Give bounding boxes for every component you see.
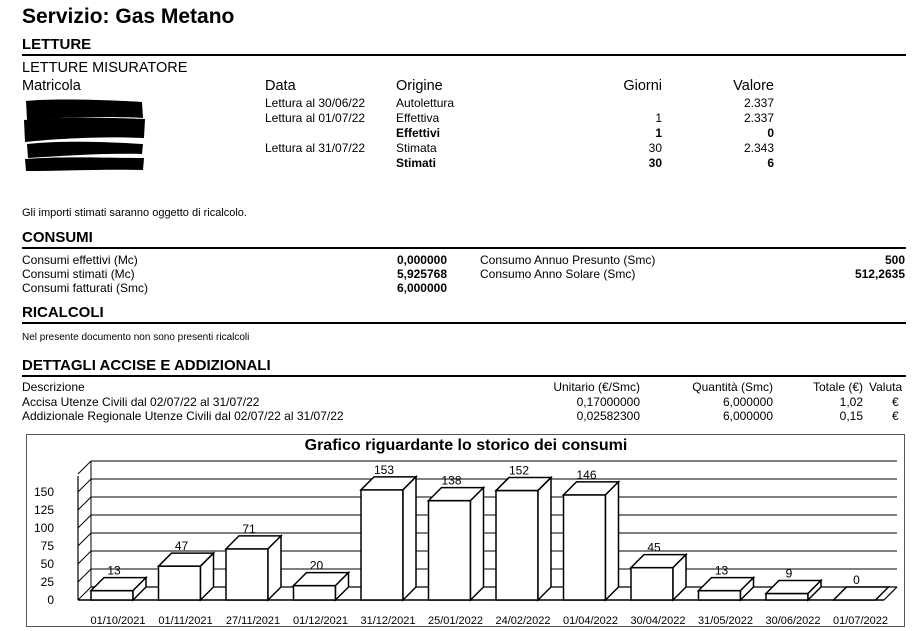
section-divider <box>22 247 906 249</box>
bar-value-label: 71 <box>242 521 256 536</box>
bar-value-label: 13 <box>107 563 121 578</box>
col-header-data: Data <box>265 78 296 94</box>
y-tick-label: 0 <box>47 593 54 607</box>
ricalcoli-text: Nel presente documento non sono presenti ricalcoli <box>22 332 250 343</box>
bar <box>226 549 268 600</box>
section-heading-ricalcoli: RICALCOLI <box>22 304 104 321</box>
x-tick-label: 01/04/2022 <box>562 615 619 627</box>
x-tick-label: 27/11/2021 <box>225 615 281 627</box>
bar <box>159 566 201 600</box>
gridline-wall <box>78 569 91 582</box>
tax-currency: € <box>892 409 899 423</box>
consumption-label: Consumi fatturati (Smc) <box>22 281 149 295</box>
section-divider <box>22 375 906 377</box>
reading-value: 0 <box>767 126 774 140</box>
page-title: Servizio: Gas Metano <box>22 5 235 28</box>
section-heading-consumi: CONSUMI <box>22 229 93 246</box>
x-tick-label: 25/01/2022 <box>427 615 484 627</box>
gridline-wall <box>78 533 91 546</box>
reading-origin: Effettiva <box>396 111 440 125</box>
tax-description: Accisa Utenze Civili dal 02/07/22 al 31/07/22 <box>22 395 260 409</box>
reading-origin: Stimati <box>396 156 437 170</box>
x-tick-label: 01/11/2021 <box>158 615 213 627</box>
x-tick-label: 24/02/2022 <box>495 615 551 627</box>
x-tick-label: 01/12/2021 <box>292 615 349 627</box>
annual-consumption-label: Consumo Annuo Presunto (Smc) <box>480 253 656 267</box>
reading-date: Lettura al 31/07/22 <box>265 141 366 155</box>
col-header-unitario: Unitario (€/Smc) <box>553 380 640 394</box>
tax-quantity: 6,000000 <box>722 409 773 423</box>
bar-value-label: 47 <box>174 539 189 554</box>
bar <box>361 490 403 600</box>
reading-value: 2.337 <box>743 111 774 125</box>
bar <box>631 568 673 600</box>
bar <box>564 495 606 600</box>
col-header-totale: Totale (€) <box>812 380 863 394</box>
consumption-history-chart <box>26 434 905 627</box>
annual-consumption-value: 500 <box>884 253 905 267</box>
bar-side <box>606 482 619 600</box>
bar-side <box>403 477 416 600</box>
bar-top <box>834 587 889 600</box>
reading-value: 6 <box>767 156 774 170</box>
tax-total: 1,02 <box>839 395 863 409</box>
x-tick-label: 30/06/2022 <box>765 615 821 627</box>
consumption-label: Consumi stimati (Mc) <box>22 267 135 281</box>
bar <box>294 586 336 600</box>
reading-days: 30 <box>648 156 662 170</box>
bar <box>429 501 471 600</box>
gridline-wall <box>78 497 91 510</box>
reading-days: 1 <box>655 111 662 125</box>
consumption-value: 6,000000 <box>396 281 447 295</box>
section-heading-letture: LETTURE <box>22 36 92 53</box>
bar-value-label: 45 <box>647 540 661 555</box>
bar-value-label: 20 <box>309 558 324 573</box>
section-divider <box>22 54 906 56</box>
bar-value-label: 9 <box>785 566 793 581</box>
consumption-value: 5,925768 <box>396 267 447 281</box>
x-tick-label: 30/04/2022 <box>630 615 686 627</box>
y-tick-label: 75 <box>40 539 54 553</box>
bar-side <box>471 488 484 600</box>
x-tick-label: 31/05/2022 <box>697 615 754 627</box>
y-tick-label: 100 <box>33 521 54 535</box>
gridline-wall <box>78 587 91 600</box>
reading-date: Lettura al 01/07/22 <box>265 111 366 125</box>
bar <box>496 491 538 600</box>
tax-unit-price: 0,02582300 <box>576 409 640 423</box>
col-header-matricola: Matricola <box>22 78 81 94</box>
x-tick-label: 01/07/2022 <box>832 615 889 627</box>
bar-value-label: 146 <box>576 467 597 482</box>
gridline-wall <box>78 551 91 564</box>
bar-value-label: 153 <box>373 462 395 477</box>
col-header-valore: Valore <box>733 78 774 94</box>
chart-title: Grafico riguardante lo storico dei consumi <box>304 437 628 454</box>
letture-subheading: LETTURE MISURATORE <box>22 60 188 76</box>
tax-description: Addizionale Regionale Utenze Civili dal 02/07/22 al 31/07/22 <box>22 409 344 423</box>
bar-value-label: 152 <box>508 463 530 478</box>
bar-value-label: 138 <box>441 473 462 488</box>
tax-total: 0,15 <box>839 409 863 423</box>
x-tick-label: 31/12/2021 <box>360 615 416 627</box>
annual-consumption-value: 512,2635 <box>854 267 905 281</box>
chart-canvas <box>27 435 906 628</box>
stima-note: Gli importi stimati saranno oggetto di ricalcolo. <box>22 207 247 219</box>
section-heading-accise: DETTAGLI ACCISE E ADDIZIONALI <box>22 357 271 374</box>
y-tick-label: 125 <box>33 503 54 517</box>
reading-date: Lettura al 30/06/22 <box>265 96 366 110</box>
bar-value-label: 13 <box>714 563 729 578</box>
bar-side <box>538 478 551 600</box>
col-header-origine: Origine <box>396 78 443 94</box>
gridline-wall <box>78 515 91 528</box>
gridline-wall <box>78 461 91 474</box>
y-tick-label: 150 <box>33 485 54 499</box>
tax-quantity: 6,000000 <box>722 395 773 409</box>
col-header-valuta: Valuta <box>869 380 903 394</box>
bar <box>766 594 808 600</box>
annual-consumption-label: Consumo Anno Solare (Smc) <box>480 267 636 281</box>
col-header-descrizione: Descrizione <box>22 380 85 394</box>
reading-origin: Autolettura <box>396 96 455 110</box>
bar <box>699 591 741 600</box>
bar-value-label: 0 <box>853 573 860 587</box>
gridline-wall <box>78 479 91 492</box>
col-header-quantita: Quantità (Smc) <box>692 380 773 394</box>
reading-days: 30 <box>648 141 662 155</box>
reading-days: 1 <box>655 126 662 140</box>
col-header-giorni: Giorni <box>623 78 662 94</box>
consumption-value: 0,000000 <box>396 253 447 267</box>
section-divider <box>22 322 906 324</box>
tax-currency: € <box>892 395 899 409</box>
bar <box>91 591 133 600</box>
reading-origin: Stimata <box>396 141 437 155</box>
redacted-matricola <box>22 98 146 171</box>
consumption-label: Consumi effettivi (Mc) <box>22 253 138 267</box>
y-tick-label: 50 <box>40 557 54 571</box>
y-tick-label: 25 <box>40 575 54 589</box>
reading-origin: Effettivi <box>396 126 441 140</box>
reading-value: 2.343 <box>743 141 774 155</box>
tax-unit-price: 0,17000000 <box>576 395 640 409</box>
reading-value: 2.337 <box>743 96 774 110</box>
x-tick-label: 01/10/2021 <box>90 615 146 627</box>
